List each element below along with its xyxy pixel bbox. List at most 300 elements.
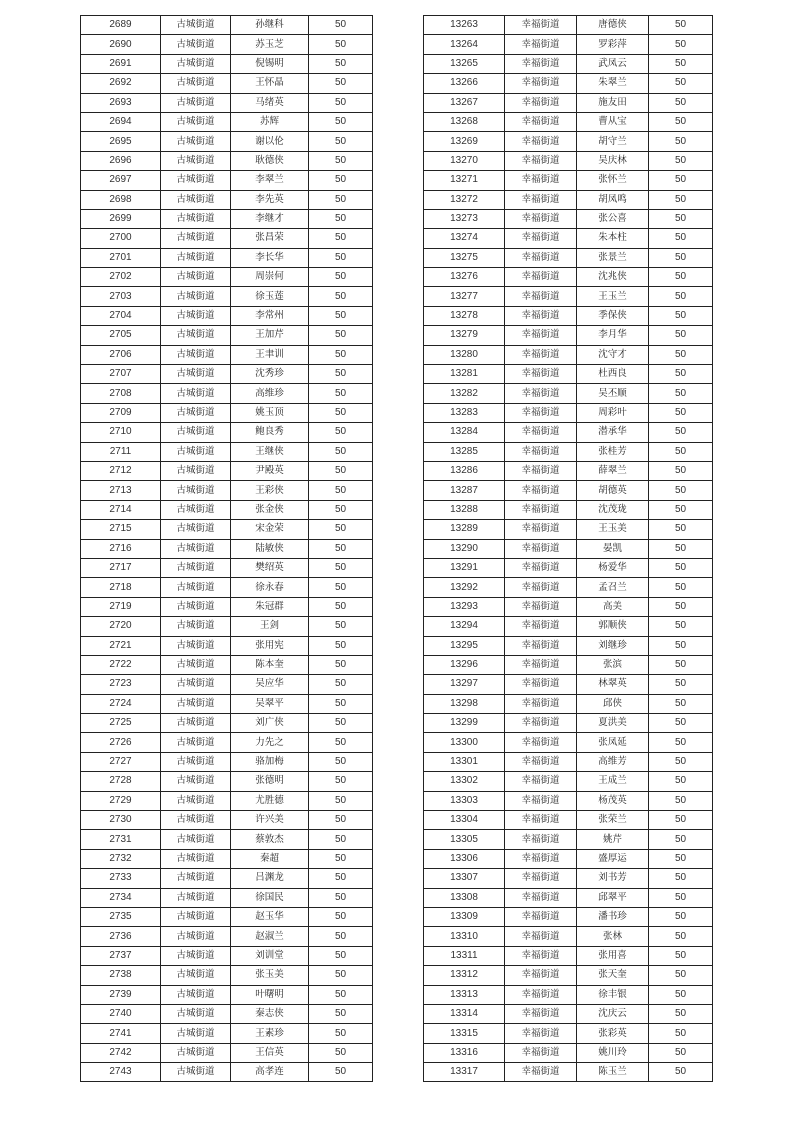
amount-cell: 50 [649, 985, 713, 1004]
amount-cell: 50 [309, 35, 373, 54]
table-row [424, 539, 713, 558]
amount-cell: 50 [309, 132, 373, 151]
street-cell: 幸福街道 [505, 1024, 577, 1043]
amount-cell: 50 [649, 946, 713, 965]
name-cell: 高美 [577, 597, 649, 616]
street-cell: 古城街道 [161, 578, 231, 597]
row-number-cell: 2711 [81, 442, 161, 461]
street-cell: 古城街道 [161, 306, 231, 325]
street-cell: 古城街道 [161, 229, 231, 248]
row-number-cell: 13293 [424, 597, 505, 616]
name-cell: 张天奎 [577, 966, 649, 985]
table-row [424, 74, 713, 93]
row-number-cell: 13294 [424, 617, 505, 636]
amount-cell: 50 [649, 578, 713, 597]
row-number-cell: 13282 [424, 384, 505, 403]
name-cell: 王彩侠 [231, 481, 309, 500]
street-cell: 古城街道 [161, 636, 231, 655]
street-cell: 幸福街道 [505, 1063, 577, 1082]
amount-cell: 50 [309, 190, 373, 209]
street-cell: 幸福街道 [505, 772, 577, 791]
table-row [81, 35, 373, 54]
street-cell: 古城街道 [161, 384, 231, 403]
name-cell: 王剑 [231, 617, 309, 636]
table-row [81, 1024, 373, 1043]
amount-cell: 50 [309, 985, 373, 1004]
amount-cell: 50 [649, 112, 713, 131]
name-cell: 许兴美 [231, 811, 309, 830]
street-cell: 幸福街道 [505, 694, 577, 713]
amount-cell: 50 [309, 714, 373, 733]
amount-cell: 50 [649, 907, 713, 926]
street-cell: 幸福街道 [505, 1004, 577, 1023]
table-row [424, 830, 713, 849]
row-number-cell: 13305 [424, 830, 505, 849]
row-number-cell: 13280 [424, 345, 505, 364]
amount-cell: 50 [649, 791, 713, 810]
name-cell: 姚玉顶 [231, 403, 309, 422]
row-number-cell: 13289 [424, 520, 505, 539]
row-number-cell: 2707 [81, 365, 161, 384]
row-number-cell: 2716 [81, 539, 161, 558]
name-cell: 杨茂英 [577, 791, 649, 810]
amount-cell: 50 [309, 326, 373, 345]
table-row [424, 190, 713, 209]
row-number-cell: 13303 [424, 791, 505, 810]
name-cell: 尤胜德 [231, 791, 309, 810]
street-cell: 古城街道 [161, 791, 231, 810]
row-number-cell: 13267 [424, 93, 505, 112]
row-number-cell: 13313 [424, 985, 505, 1004]
table-row [424, 811, 713, 830]
amount-cell: 50 [649, 888, 713, 907]
amount-cell: 50 [649, 752, 713, 771]
table-row [81, 636, 373, 655]
street-cell: 幸福街道 [505, 675, 577, 694]
name-cell: 杨爱华 [577, 558, 649, 577]
row-number-cell: 13268 [424, 112, 505, 131]
name-cell: 施友田 [577, 93, 649, 112]
amount-cell: 50 [309, 268, 373, 287]
amount-cell: 50 [649, 830, 713, 849]
street-cell: 古城街道 [161, 287, 231, 306]
name-cell: 陈本奎 [231, 655, 309, 674]
amount-cell: 50 [649, 16, 713, 35]
name-cell: 秦志侠 [231, 1004, 309, 1023]
row-number-cell: 2708 [81, 384, 161, 403]
name-cell: 王玉美 [577, 520, 649, 539]
table-row [424, 345, 713, 364]
street-cell: 幸福街道 [505, 287, 577, 306]
name-cell: 邱翠平 [577, 888, 649, 907]
row-number-cell: 13299 [424, 714, 505, 733]
street-cell: 古城街道 [161, 830, 231, 849]
name-cell: 张景兰 [577, 248, 649, 267]
street-cell: 幸福街道 [505, 752, 577, 771]
table-row [424, 248, 713, 267]
amount-cell: 50 [309, 151, 373, 170]
name-cell: 张桂芳 [577, 442, 649, 461]
amount-cell: 50 [309, 74, 373, 93]
amount-cell: 50 [649, 811, 713, 830]
table-row [81, 500, 373, 519]
street-cell: 古城街道 [161, 1024, 231, 1043]
amount-cell: 50 [649, 597, 713, 616]
name-cell: 王加芹 [231, 326, 309, 345]
table-row [81, 326, 373, 345]
table-row [81, 1063, 373, 1082]
table-row [81, 151, 373, 170]
row-number-cell: 2722 [81, 655, 161, 674]
street-cell: 幸福街道 [505, 190, 577, 209]
street-cell: 古城街道 [161, 132, 231, 151]
name-cell: 高维芳 [577, 752, 649, 771]
name-cell: 徐丰银 [577, 985, 649, 1004]
table-row [424, 403, 713, 422]
table-row [424, 132, 713, 151]
name-cell: 沈守才 [577, 345, 649, 364]
street-cell: 幸福街道 [505, 326, 577, 345]
street-cell: 幸福街道 [505, 461, 577, 480]
right-roster-table [423, 15, 713, 1082]
table-row [424, 907, 713, 926]
row-number-cell: 2713 [81, 481, 161, 500]
name-cell: 张玉美 [231, 966, 309, 985]
name-cell: 赵淑兰 [231, 927, 309, 946]
amount-cell: 50 [649, 617, 713, 636]
street-cell: 古城街道 [161, 946, 231, 965]
amount-cell: 50 [309, 287, 373, 306]
amount-cell: 50 [649, 1043, 713, 1062]
name-cell: 李月华 [577, 326, 649, 345]
amount-cell: 50 [309, 849, 373, 868]
row-number-cell: 13304 [424, 811, 505, 830]
name-cell: 潘书珍 [577, 907, 649, 926]
name-cell: 刘广侠 [231, 714, 309, 733]
name-cell: 刘书芳 [577, 869, 649, 888]
row-number-cell: 2691 [81, 54, 161, 73]
row-number-cell: 2734 [81, 888, 161, 907]
street-cell: 幸福街道 [505, 403, 577, 422]
amount-cell: 50 [309, 54, 373, 73]
table-row [424, 1063, 713, 1082]
name-cell: 宋金荣 [231, 520, 309, 539]
amount-cell: 50 [309, 461, 373, 480]
name-cell: 孙继科 [231, 16, 309, 35]
amount-cell: 50 [309, 1063, 373, 1082]
row-number-cell: 2738 [81, 966, 161, 985]
amount-cell: 50 [309, 946, 373, 965]
street-cell: 古城街道 [161, 112, 231, 131]
amount-cell: 50 [649, 93, 713, 112]
table-row [424, 306, 713, 325]
amount-cell: 50 [309, 733, 373, 752]
name-cell: 鲍良秀 [231, 423, 309, 442]
amount-cell: 50 [649, 636, 713, 655]
row-number-cell: 2710 [81, 423, 161, 442]
street-cell: 古城街道 [161, 35, 231, 54]
row-number-cell: 13272 [424, 190, 505, 209]
name-cell: 盛厚运 [577, 849, 649, 868]
name-cell: 姚芹 [577, 830, 649, 849]
street-cell: 古城街道 [161, 1063, 231, 1082]
street-cell: 古城街道 [161, 326, 231, 345]
amount-cell: 50 [309, 16, 373, 35]
street-cell: 古城街道 [161, 481, 231, 500]
table-row [424, 714, 713, 733]
table-row [424, 772, 713, 791]
street-cell: 古城街道 [161, 403, 231, 422]
street-cell: 幸福街道 [505, 74, 577, 93]
table-row [424, 927, 713, 946]
row-number-cell: 2718 [81, 578, 161, 597]
table-row [81, 733, 373, 752]
table-row [424, 112, 713, 131]
row-number-cell: 2735 [81, 907, 161, 926]
street-cell: 古城街道 [161, 248, 231, 267]
name-cell: 骆加梅 [231, 752, 309, 771]
name-cell: 杜西良 [577, 365, 649, 384]
row-number-cell: 13265 [424, 54, 505, 73]
name-cell: 徐国民 [231, 888, 309, 907]
row-number-cell: 2733 [81, 869, 161, 888]
row-number-cell: 2699 [81, 209, 161, 228]
row-number-cell: 2706 [81, 345, 161, 364]
amount-cell: 50 [649, 287, 713, 306]
name-cell: 吴庆林 [577, 151, 649, 170]
table-row [81, 791, 373, 810]
row-number-cell: 13298 [424, 694, 505, 713]
table-row [81, 403, 373, 422]
name-cell: 武凤云 [577, 54, 649, 73]
name-cell: 张凤延 [577, 733, 649, 752]
row-number-cell: 13295 [424, 636, 505, 655]
row-number-cell: 2704 [81, 306, 161, 325]
row-number-cell: 2700 [81, 229, 161, 248]
row-number-cell: 2739 [81, 985, 161, 1004]
street-cell: 古城街道 [161, 869, 231, 888]
row-number-cell: 2742 [81, 1043, 161, 1062]
table-row [81, 229, 373, 248]
row-number-cell: 2730 [81, 811, 161, 830]
name-cell: 张金侠 [231, 500, 309, 519]
amount-cell: 50 [649, 772, 713, 791]
row-number-cell: 2719 [81, 597, 161, 616]
row-number-cell: 2721 [81, 636, 161, 655]
street-cell: 古城街道 [161, 907, 231, 926]
table-row [81, 849, 373, 868]
street-cell: 幸福街道 [505, 791, 577, 810]
amount-cell: 50 [649, 384, 713, 403]
amount-cell: 50 [649, 209, 713, 228]
name-cell: 朱本柱 [577, 229, 649, 248]
street-cell: 古城街道 [161, 675, 231, 694]
row-number-cell: 13277 [424, 287, 505, 306]
street-cell: 幸福街道 [505, 636, 577, 655]
name-cell: 晏凯 [577, 539, 649, 558]
table-row [424, 171, 713, 190]
row-number-cell: 2696 [81, 151, 161, 170]
table-row [81, 907, 373, 926]
amount-cell: 50 [309, 597, 373, 616]
amount-cell: 50 [309, 442, 373, 461]
name-cell: 徐永春 [231, 578, 309, 597]
street-cell: 古城街道 [161, 520, 231, 539]
table-row [81, 287, 373, 306]
row-number-cell: 2701 [81, 248, 161, 267]
name-cell: 姚川玲 [577, 1043, 649, 1062]
table-row [81, 675, 373, 694]
street-cell: 幸福街道 [505, 365, 577, 384]
name-cell: 孟召兰 [577, 578, 649, 597]
table-row [81, 985, 373, 1004]
street-cell: 古城街道 [161, 752, 231, 771]
name-cell: 胡德英 [577, 481, 649, 500]
name-cell: 王玉兰 [577, 287, 649, 306]
row-number-cell: 13292 [424, 578, 505, 597]
amount-cell: 50 [649, 423, 713, 442]
row-number-cell: 13276 [424, 268, 505, 287]
table-row [424, 752, 713, 771]
amount-cell: 50 [309, 907, 373, 926]
row-number-cell: 2731 [81, 830, 161, 849]
name-cell: 秦超 [231, 849, 309, 868]
street-cell: 幸福街道 [505, 830, 577, 849]
table-row [81, 966, 373, 985]
street-cell: 古城街道 [161, 423, 231, 442]
amount-cell: 50 [649, 675, 713, 694]
row-number-cell: 2693 [81, 93, 161, 112]
row-number-cell: 13311 [424, 946, 505, 965]
name-cell: 李翠兰 [231, 171, 309, 190]
amount-cell: 50 [649, 558, 713, 577]
name-cell: 力先之 [231, 733, 309, 752]
name-cell: 樊绍英 [231, 558, 309, 577]
table-row [424, 500, 713, 519]
table-row [81, 423, 373, 442]
amount-cell: 50 [649, 714, 713, 733]
name-cell: 王信英 [231, 1043, 309, 1062]
name-cell: 李继才 [231, 209, 309, 228]
table-row [81, 384, 373, 403]
row-number-cell: 13275 [424, 248, 505, 267]
name-cell: 张昌荣 [231, 229, 309, 248]
name-cell: 刘训堂 [231, 946, 309, 965]
amount-cell: 50 [649, 151, 713, 170]
row-number-cell: 2723 [81, 675, 161, 694]
row-number-cell: 13316 [424, 1043, 505, 1062]
amount-cell: 50 [309, 539, 373, 558]
table-row [81, 597, 373, 616]
table-row [424, 365, 713, 384]
name-cell: 张彩英 [577, 1024, 649, 1043]
name-cell: 倪锡明 [231, 54, 309, 73]
amount-cell: 50 [309, 830, 373, 849]
row-number-cell: 13302 [424, 772, 505, 791]
name-cell: 沈庆云 [577, 1004, 649, 1023]
table-row [81, 306, 373, 325]
name-cell: 沈秀珍 [231, 365, 309, 384]
name-cell: 邱侠 [577, 694, 649, 713]
row-number-cell: 2692 [81, 74, 161, 93]
street-cell: 幸福街道 [505, 907, 577, 926]
table-row [424, 946, 713, 965]
street-cell: 幸福街道 [505, 733, 577, 752]
name-cell: 李常州 [231, 306, 309, 325]
table-row [424, 888, 713, 907]
table-row [424, 966, 713, 985]
name-cell: 高维珍 [231, 384, 309, 403]
table-row [424, 35, 713, 54]
street-cell: 古城街道 [161, 558, 231, 577]
table-row [424, 520, 713, 539]
name-cell: 吕渊龙 [231, 869, 309, 888]
amount-cell: 50 [309, 752, 373, 771]
name-cell: 沈茂珑 [577, 500, 649, 519]
row-number-cell: 2740 [81, 1004, 161, 1023]
row-number-cell: 13296 [424, 655, 505, 674]
street-cell: 幸福街道 [505, 16, 577, 35]
table-row [81, 772, 373, 791]
row-number-cell: 13291 [424, 558, 505, 577]
street-cell: 幸福街道 [505, 54, 577, 73]
street-cell: 幸福街道 [505, 35, 577, 54]
street-cell: 古城街道 [161, 714, 231, 733]
amount-cell: 50 [309, 1043, 373, 1062]
name-cell: 苏辉 [231, 112, 309, 131]
street-cell: 幸福街道 [505, 946, 577, 965]
amount-cell: 50 [649, 268, 713, 287]
street-cell: 幸福街道 [505, 209, 577, 228]
row-number-cell: 2703 [81, 287, 161, 306]
table-row [81, 481, 373, 500]
table-row [81, 558, 373, 577]
name-cell: 徐玉莲 [231, 287, 309, 306]
amount-cell: 50 [649, 326, 713, 345]
table-row [424, 423, 713, 442]
street-cell: 古城街道 [161, 93, 231, 112]
street-cell: 幸福街道 [505, 151, 577, 170]
name-cell: 林翠英 [577, 675, 649, 694]
street-cell: 幸福街道 [505, 248, 577, 267]
right-table-body [424, 16, 713, 1082]
row-number-cell: 13290 [424, 539, 505, 558]
amount-cell: 50 [309, 345, 373, 364]
name-cell: 陆敏侠 [231, 539, 309, 558]
row-number-cell: 13288 [424, 500, 505, 519]
street-cell: 古城街道 [161, 54, 231, 73]
name-cell: 季保侠 [577, 306, 649, 325]
street-cell: 幸福街道 [505, 500, 577, 519]
street-cell: 幸福街道 [505, 811, 577, 830]
table-row [424, 636, 713, 655]
row-number-cell: 2737 [81, 946, 161, 965]
amount-cell: 50 [649, 1063, 713, 1082]
table-row [424, 287, 713, 306]
street-cell: 幸福街道 [505, 597, 577, 616]
table-row [424, 1024, 713, 1043]
amount-cell: 50 [309, 811, 373, 830]
street-cell: 幸福街道 [505, 520, 577, 539]
amount-cell: 50 [649, 1024, 713, 1043]
row-number-cell: 13281 [424, 365, 505, 384]
amount-cell: 50 [309, 558, 373, 577]
amount-cell: 50 [309, 306, 373, 325]
name-cell: 潜承华 [577, 423, 649, 442]
row-number-cell: 13310 [424, 927, 505, 946]
street-cell: 古城街道 [161, 190, 231, 209]
row-number-cell: 13285 [424, 442, 505, 461]
